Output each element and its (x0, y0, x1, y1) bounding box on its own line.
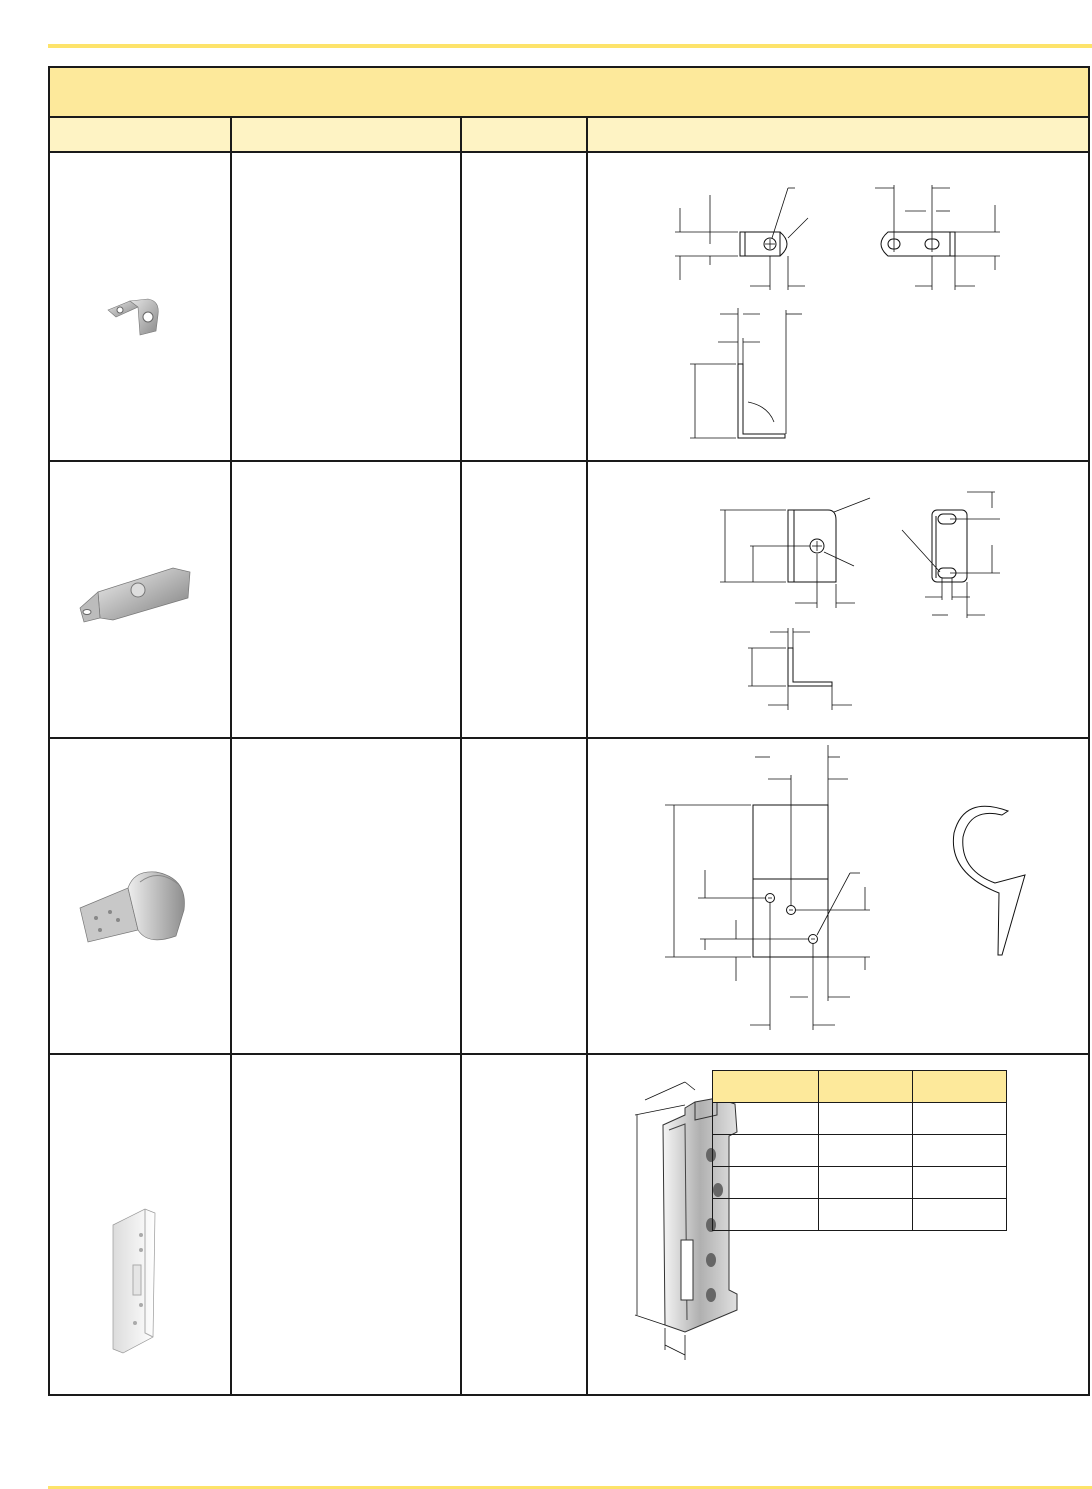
channel-rail-bracket-icon (105, 1205, 165, 1355)
table-cell (818, 1071, 912, 1103)
table-cell (912, 1103, 1006, 1135)
pipe-clamp-bracket-icon (78, 870, 188, 950)
table-row (713, 1199, 1007, 1231)
table-cell (912, 1167, 1006, 1199)
table-cell (713, 1103, 819, 1135)
top-accent-rule (48, 44, 1092, 48)
table-cell (818, 1199, 912, 1231)
table-title-bar (50, 68, 1088, 118)
table-cell (818, 1167, 912, 1199)
clamp-bracket-dimension-drawing (660, 745, 1050, 1040)
table-cell (713, 1071, 819, 1103)
row-divider (50, 460, 1088, 462)
table-cell (713, 1199, 819, 1231)
table-row (713, 1167, 1007, 1199)
row-divider (50, 1053, 1088, 1055)
table-row (713, 1103, 1007, 1135)
column-divider (586, 118, 588, 1394)
rail-size-table-header (713, 1071, 1007, 1103)
table-cell (713, 1135, 819, 1167)
column-divider (460, 118, 462, 1394)
table-cell (713, 1167, 819, 1199)
angle-plate-bracket-icon (78, 560, 193, 625)
rail-size-table (712, 1070, 1007, 1231)
table-cell (818, 1103, 912, 1135)
table-cell (912, 1135, 1006, 1167)
column-divider (230, 118, 232, 1394)
table-cell (818, 1135, 912, 1167)
table-cell (912, 1071, 1006, 1103)
tab-bracket-dimension-drawing (670, 180, 1030, 450)
table-header-row (50, 118, 1088, 153)
offset-tab-bracket-icon (100, 295, 170, 340)
table-cell (912, 1199, 1006, 1231)
angle-bracket-dimension-drawing (710, 490, 1010, 720)
table-row (713, 1135, 1007, 1167)
row-divider (50, 737, 1088, 739)
